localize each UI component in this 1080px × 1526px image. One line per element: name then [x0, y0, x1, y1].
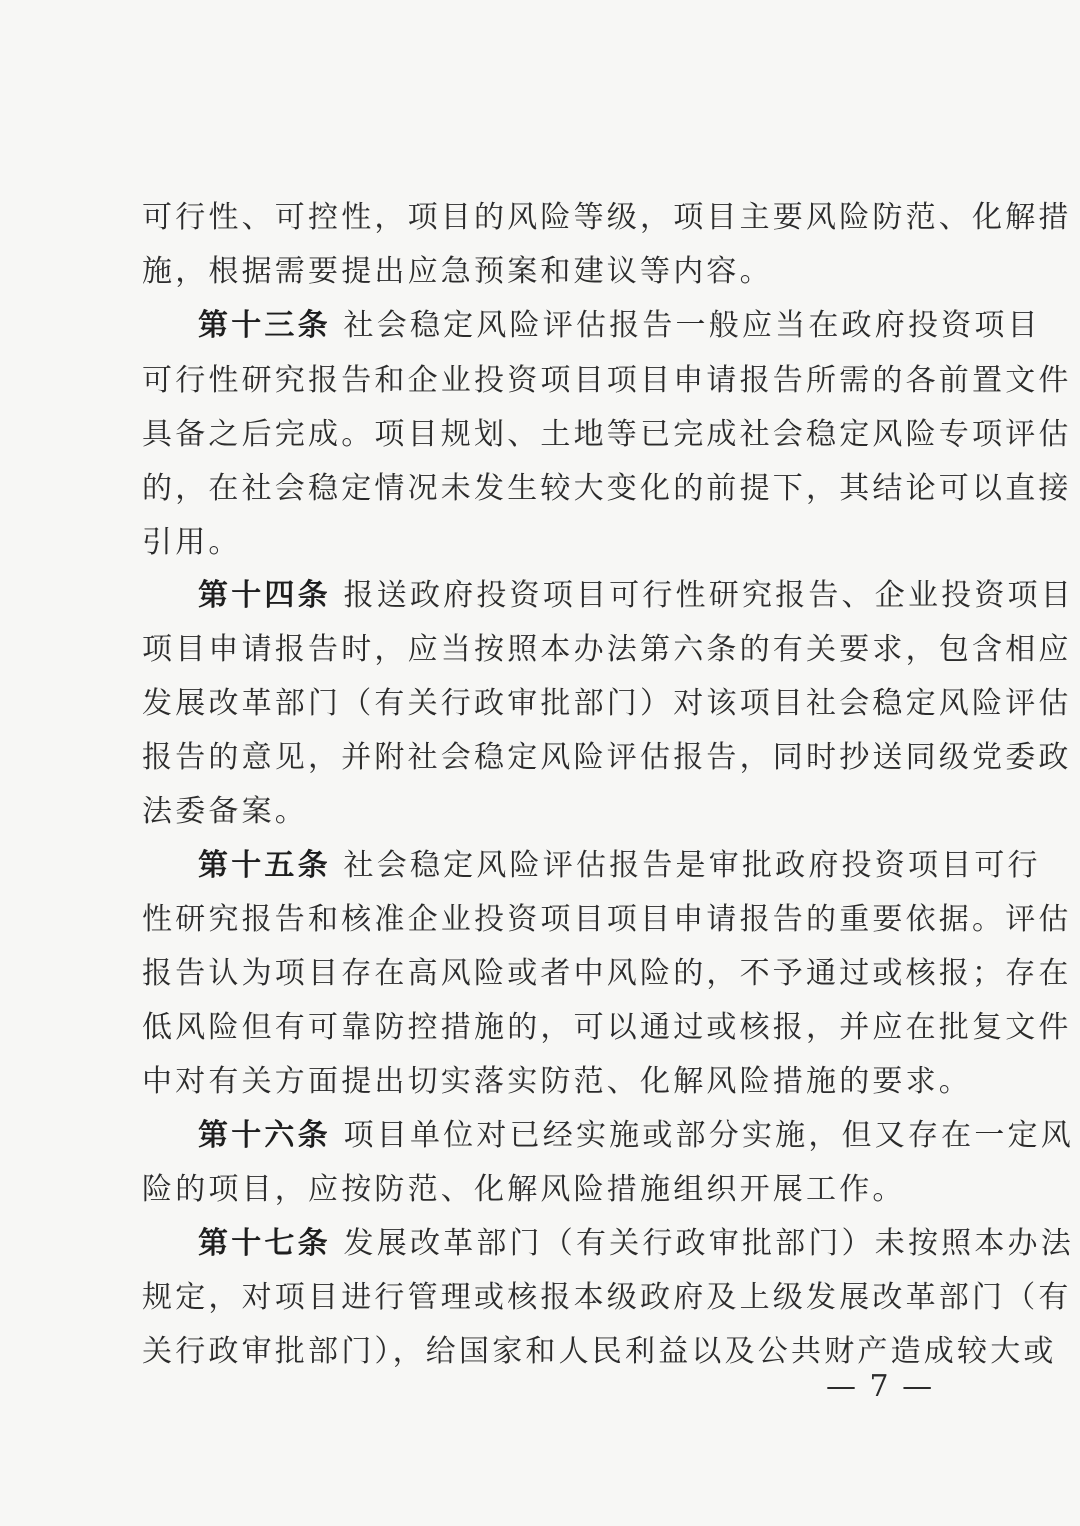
text-line: 中对有关方面提出切实落实防范、化解风险措施的要求。 — [142, 1064, 972, 1099]
text-line: 低风险但有可靠防控措施的，可以通过或核报，并应在批复文件 — [142, 1010, 1072, 1045]
article-heading: 第十五条 — [198, 848, 331, 883]
article-13-line: 第十三条 社会稳定风险评估报告一般应当在政府投资项目 — [198, 308, 1041, 343]
article-17-line: 第十七条 发展改革部门（有关行政审批部门）未按照本办法 — [198, 1226, 1074, 1261]
text-line: 引用。 — [142, 525, 242, 560]
text-line: 险的项目，应按防范、化解风险措施组织开展工作。 — [142, 1172, 906, 1207]
article-16-line: 第十六条 项目单位对已经实施或部分实施，但又存在一定风 — [198, 1118, 1074, 1153]
article-heading: 第十四条 — [198, 578, 331, 613]
text-line: 的，在社会稳定情况未发生较大变化的前提下，其结论可以直接 — [142, 471, 1072, 506]
text-line: 可行性研究报告和企业投资项目项目申请报告所需的各前置文件 — [142, 363, 1072, 398]
article-14-line: 第十四条 报送政府投资项目可行性研究报告、企业投资项目 — [198, 578, 1074, 613]
text-line: 规定，对项目进行管理或核报本级政府及上级发展改革部门（有 — [142, 1280, 1072, 1315]
text-line: 法委备案。 — [142, 794, 308, 829]
page-number: — 7 — — [826, 1369, 935, 1404]
text-line: 项目申请报告时，应当按照本办法第六条的有关要求，包含相应 — [142, 632, 1072, 667]
article-heading: 第十三条 — [198, 308, 331, 343]
text-line: 报告认为项目存在高风险或者中风险的，不予通过或核报；存在 — [142, 956, 1072, 991]
text-line: 报告的意见，并附社会稳定风险评估报告，同时抄送同级党委政 — [142, 740, 1072, 775]
text-line: 性研究报告和核准企业投资项目项目申请报告的重要依据。评估 — [142, 902, 1072, 937]
text-line: 可行性、可控性，项目的风险等级，项目主要风险防范、化解措 — [142, 200, 1072, 235]
text-line: 发展改革部门（有关行政审批部门）对该项目社会稳定风险评估 — [142, 686, 1072, 721]
article-heading: 第十七条 — [198, 1226, 331, 1261]
article-15-line: 第十五条 社会稳定风险评估报告是审批政府投资项目可行 — [198, 848, 1041, 883]
text-line: 关行政审批部门），给国家和人民利益以及公共财产造成较大或 — [142, 1334, 1057, 1369]
text-line: 施，根据需要提出应急预案和建议等内容。 — [142, 254, 773, 289]
text-line: 具备之后完成。项目规划、土地等已完成社会稳定风险专项评估 — [142, 417, 1072, 452]
article-heading: 第十六条 — [198, 1118, 331, 1153]
